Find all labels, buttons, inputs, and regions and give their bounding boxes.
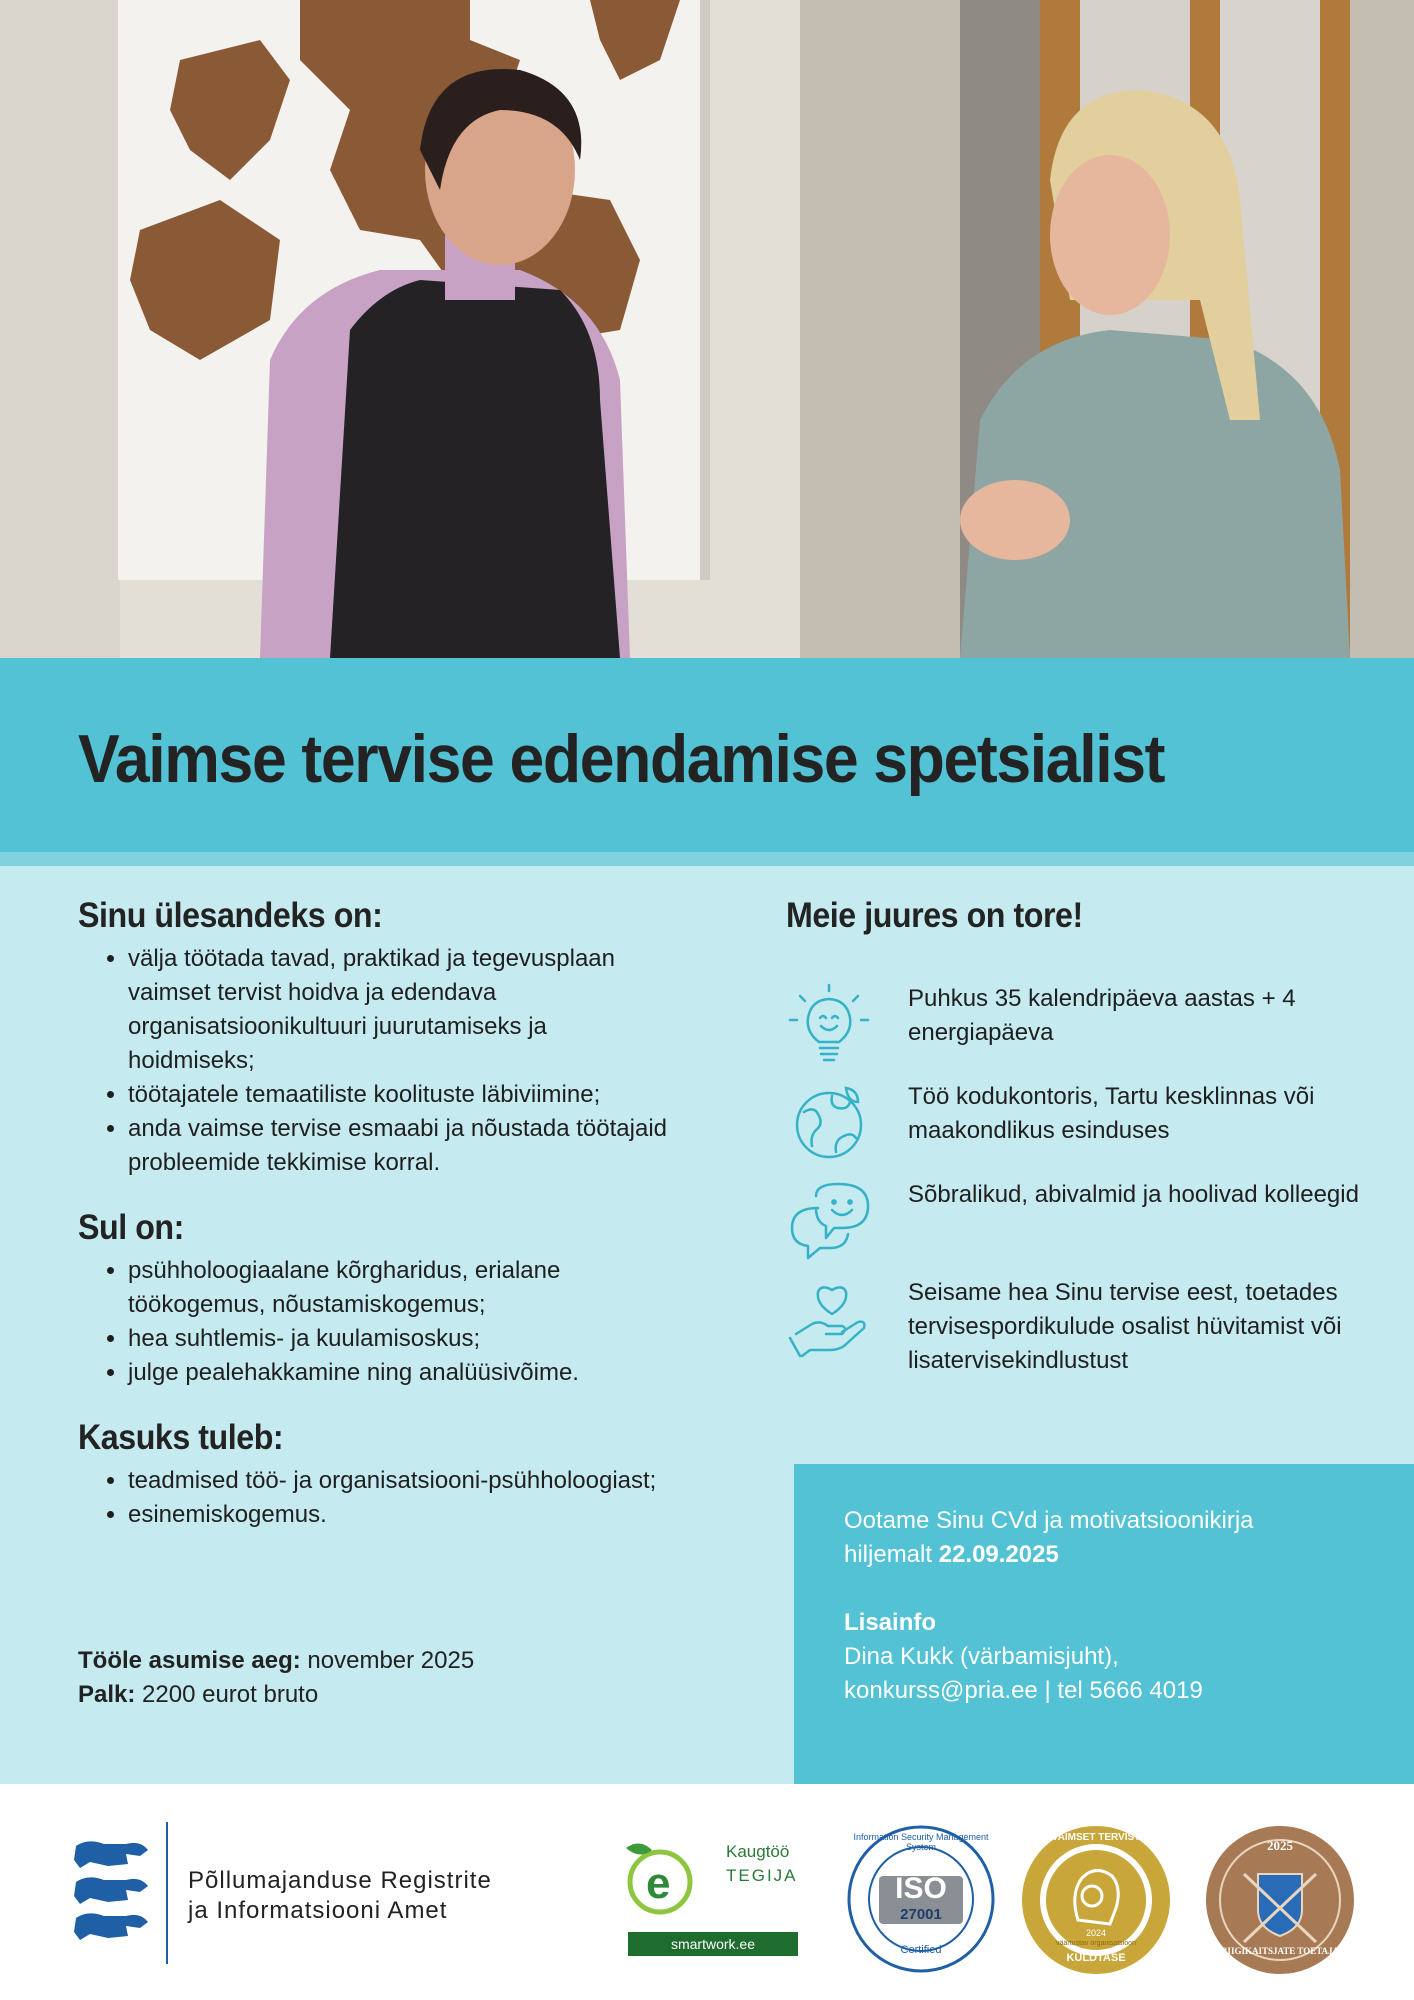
title-bar (0, 658, 1414, 852)
salary (78, 1678, 474, 1712)
deadline-prefix: hiljemalt (844, 1541, 939, 1568)
iso-bottom: Certified (900, 1944, 942, 1956)
perk-text: Seisame hea Sinu tervise eest, toetades tervisespordikulude osalist hüvitamist või lisatervisekindlustust (908, 1279, 1342, 1374)
chat-smile-icon (786, 1178, 872, 1264)
requirements-column (78, 896, 678, 1532)
footer-divider (166, 1822, 168, 1964)
info-heading (844, 1606, 1364, 1640)
perk-text: Puhkus 35 kalendripäeva aastas + 4 energiapäeva (908, 985, 1296, 1046)
vt-year: 2024 (1085, 1928, 1107, 1938)
heart-hand-icon (786, 1276, 872, 1362)
kaugtoo-line2: TEGIJA (726, 1866, 798, 1885)
section-advantages (78, 1418, 678, 1532)
list-item: • töötajatele temaatiliste koolituste läbiviimine; (128, 1078, 678, 1112)
section-heading: Sul on: (78, 1208, 184, 1247)
list-item: • julge pealehakkamine ning analüüsivõime. (128, 1356, 678, 1390)
hero-photo-illustration (0, 0, 1414, 658)
start-label: Tööle asumise aeg: (78, 1647, 301, 1674)
org-name (188, 1866, 492, 1926)
lightbulb-icon (786, 982, 872, 1068)
globe-leaf-icon (786, 1080, 872, 1166)
riigikaitsjate-badge (1204, 1824, 1356, 1976)
vt-bottom: KULDTASE (1066, 1952, 1126, 1964)
list-item: • anda vaimse tervise esmaabi ja nõustada töötajaid probleemide tekkimise korral. (128, 1112, 678, 1180)
contact-name: Dina Kukk (värbamisjuht), (844, 1643, 1119, 1670)
rk-year: 2025 (1267, 1838, 1293, 1853)
page-title: Vaimse tervise edendamise spetsialist (78, 721, 1165, 797)
e-leaf-icon (616, 1836, 696, 1922)
org-line1: Põllumajanduse Registrite (188, 1867, 492, 1894)
footer (0, 1784, 1414, 2000)
perk-item (786, 982, 1386, 1072)
apply-line: Ootame Sinu CVd ja motivatsioonikirja (844, 1507, 1254, 1534)
apply-box (794, 1464, 1414, 1784)
deadline-line (844, 1538, 1364, 1572)
rk-text: RIIGIKAITSJATE TOETAJA (1220, 1946, 1340, 1956)
salary-value: 2200 eurot bruto (135, 1681, 319, 1708)
perk-text: Sõbralikud, abivalmid ja hoolivad kolleegid (908, 1181, 1359, 1208)
info-heading-text: Lisainfo (844, 1609, 937, 1636)
vt-top: VAIMSET TERVIST (1051, 1832, 1141, 1843)
job-meta (78, 1644, 474, 1712)
perk-item (786, 1178, 1386, 1268)
section-tasks (78, 896, 678, 1180)
list-item: • hea suhtlemis- ja kuulamisoskus; (128, 1322, 678, 1356)
contact-line[interactable]: konkurss@pria.ee | tel 5666 4019 (844, 1677, 1203, 1704)
perk-text: Töö kodukontoris, Tartu kesklinnas või maakondlikus esinduses (908, 1083, 1315, 1144)
kaugtoo-logo (616, 1836, 802, 1958)
start-value: november 2025 (300, 1647, 475, 1674)
lion-crest-icon (68, 1838, 154, 1948)
section-heading: Sinu ülesandeks on: (78, 896, 383, 935)
vt-sub: väärtustav organisatsioon (1056, 1940, 1136, 1947)
list-item: • välja töötada tavad, praktikad ja tegevusplaan vaimset tervist hoidva ja edendava organisatsioonikultuuri juurutamiseks ja hoidmiseks; (128, 942, 678, 1078)
iso-num: 27001 (900, 1906, 942, 1923)
title-stripe (0, 852, 1414, 866)
section-requirements (78, 1208, 678, 1390)
iso-badge (846, 1824, 996, 1974)
org-line2: ja Informatsiooni Amet (188, 1897, 448, 1924)
apply-text (844, 1504, 1364, 1708)
task-list (78, 942, 678, 1180)
kaugtoo-line1: Kaugtöö (726, 1842, 790, 1861)
advantage-list (78, 1464, 678, 1532)
perk-item (786, 1276, 1386, 1396)
list-item: • psühholoogiaalane kõrgharidus, erialane töökogemus, nõustamiskogemus; (128, 1254, 678, 1322)
iso-mid: ISO (895, 1872, 947, 1905)
iso-top: Information Security Management System (853, 1832, 989, 1852)
perk-item (786, 1080, 1386, 1170)
salary-label: Palk: (78, 1681, 136, 1708)
hero-photo (0, 0, 1414, 658)
section-heading: Kasuks tuleb: (78, 1418, 284, 1457)
kaugtoo-url: smartwork.ee (628, 1932, 798, 1956)
deadline-date: 22.09.2025 (938, 1541, 1059, 1568)
section-heading: Meie juures on tore! (786, 896, 1083, 935)
start-date (78, 1644, 474, 1678)
requirement-list (78, 1254, 678, 1390)
benefits-column (786, 896, 1386, 1374)
svg-text:e: e (646, 1859, 671, 1908)
vaimset-tervist-badge (1020, 1824, 1172, 1976)
list-item: • teadmised töö- ja organisatsiooni-psühholoogiast; (128, 1464, 678, 1498)
list-item: • esinemiskogemus. (128, 1498, 678, 1532)
